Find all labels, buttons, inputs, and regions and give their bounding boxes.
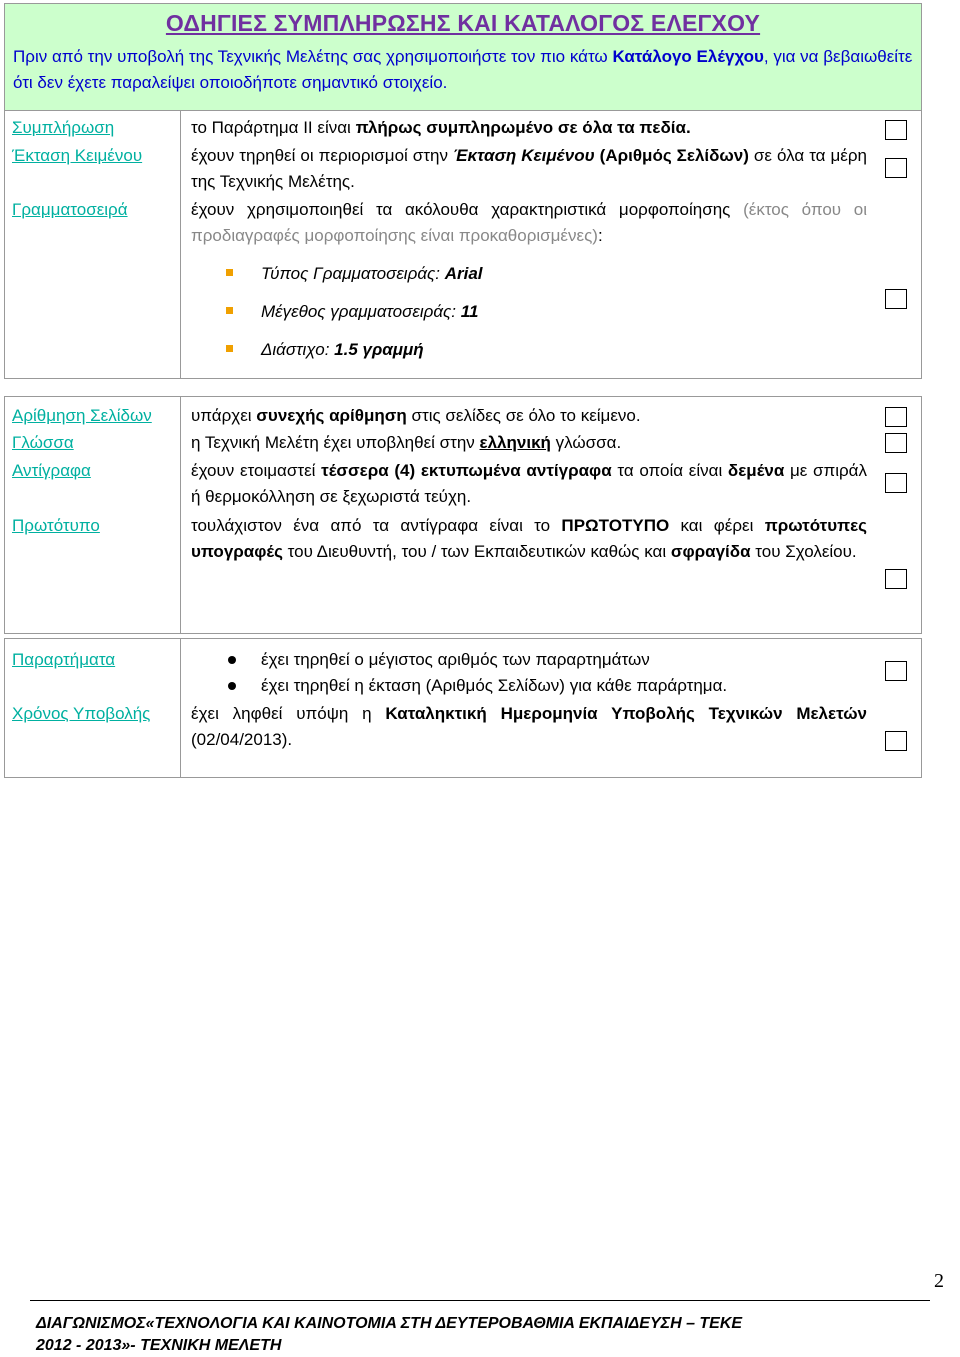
text-font-end: :	[597, 226, 603, 245]
label-completion: Συμπλήρωση	[12, 118, 115, 137]
text-original-part4: του Σχολείου.	[750, 542, 857, 561]
text-copies	[191, 458, 867, 510]
text-original-part1: τουλάχιστον ένα από τα αντίγραφα είναι το	[191, 516, 562, 535]
label-appendices: Παραρτήματα	[12, 650, 116, 669]
text-numbering-part1: υπάρχει	[191, 406, 257, 425]
intro-text	[13, 44, 919, 96]
font-item-spacing	[261, 337, 424, 363]
checkbox-completion[interactable]	[885, 120, 907, 140]
text-completion-part1: το Παράρτημα ΙΙ είναι	[191, 118, 356, 137]
column-divider	[180, 639, 181, 777]
label-extent: Έκταση Κειμένου	[12, 146, 143, 165]
text-completion	[191, 115, 867, 141]
text-extent-italic: Έκταση Κειμένου	[452, 146, 595, 165]
checkbox-appendices[interactable]	[885, 661, 907, 681]
font-item-size	[261, 299, 478, 325]
text-completion-bold: πλήρως συμπληρωμένο σε όλα τα πεδία.	[355, 118, 691, 137]
square-bullet-icon	[226, 345, 233, 352]
instructions-header	[4, 3, 922, 111]
text-font-gray: (έκτος όπου οι προδιαγραφές μορφοποίησης είναι προκαθορισμένες)	[191, 200, 868, 245]
appendices-item: έχει τηρηθεί ο μέγιστος αριθμός των παραρτημάτων	[261, 650, 650, 669]
text-deadline	[191, 701, 867, 753]
appendices-item: έχει τηρηθεί η έκταση (Αριθμός Σελίδων) για κάθε παράρτημα.	[261, 676, 728, 695]
text-numbering-bold: συνεχής αρίθμηση	[256, 406, 407, 425]
checkbox-extent[interactable]	[885, 158, 907, 178]
text-font	[191, 197, 867, 249]
footer	[36, 1313, 916, 1357]
font-item-spacing-label: Διάστιχο:	[261, 340, 335, 359]
text-copies-part2: τα οποία είναι	[611, 461, 728, 480]
text-extent	[191, 143, 867, 195]
text-numbering-part2: στις σελίδες σε όλο το κείμενο.	[406, 406, 641, 425]
text-deadline-part1: έχει ληφθεί υπόψη η	[191, 704, 386, 723]
text-language-bold: ελληνική	[479, 433, 551, 452]
footer-line2: 2012 - 2013»- ΤΕΧΝΙΚΗ ΜΕΛΕΤΗ	[36, 1337, 282, 1354]
checklist-block-appendices	[4, 638, 922, 778]
footer-line1: ΔΙΑΓΩΝΙΣΜΟΣ«ΤΕΧΝΟΛΟΓΙΑ ΚΑΙ ΚΑΙΝΟΤΟΜΙΑ ΣΤΗ ΔΕΥΤΕΡΟΒΑΘΜΙΑ ΕΚΠΑΙΔΕΥΣΗ – ΤΕΚΕ	[36, 1315, 743, 1332]
column-divider	[180, 397, 181, 633]
checkbox-numbering[interactable]	[885, 407, 907, 427]
text-copies-part3: με σπιράλ ή θερμοκόλληση σε ξεχωριστά τεύχη.	[191, 461, 868, 506]
text-copies-part1: έχουν ετοιμαστεί	[191, 461, 322, 480]
text-extent-part1: έχουν τηρηθεί οι περιορισμοί στην	[191, 146, 453, 165]
text-font-part1: έχουν χρησιμοποιηθεί τα ακόλουθα χαρακτηριστικά μορφοποίησης	[191, 200, 744, 219]
checkbox-deadline[interactable]	[885, 731, 907, 751]
font-item-spacing-value: 1.5 γραμμή	[334, 340, 424, 359]
text-numbering	[191, 403, 867, 429]
checklist-block-formatting	[4, 111, 922, 379]
label-deadline: Χρόνος Υποβολής	[12, 704, 151, 723]
font-item-size-label: Μέγεθος γραμματοσειράς:	[261, 302, 461, 321]
text-language-part1: η Τεχνική Μελέτη έχει υποβληθεί στην	[191, 433, 480, 452]
font-item-size-value: 11	[460, 302, 479, 321]
text-original	[191, 513, 867, 565]
intro-text-part2: , για να βεβαιωθείτε ότι δεν έχετε παραλείψει οποιοδήποτε σημαντικό στοιχείο.	[13, 47, 913, 92]
text-language	[191, 430, 867, 456]
font-item-type	[261, 261, 483, 287]
text-original-part3: του Διευθυντή, του / των Εκπαιδευτικών καθώς και	[282, 542, 671, 561]
text-original-bold1: ΠΡΩΤΟΤΥΠΟ	[561, 516, 670, 535]
square-bullet-icon	[226, 269, 233, 276]
column-divider	[180, 111, 181, 378]
label-numbering: Αρίθμηση Σελίδων	[12, 406, 152, 425]
text-original-bold2: πρωτότυπες υπογραφές	[191, 516, 868, 561]
text-extent-bold: (Αριθμός Σελίδων)	[594, 146, 749, 165]
text-deadline-bold: Καταληκτική Ημερομηνία Υποβολής Τεχνικών Μελετών	[385, 704, 868, 723]
label-font: Γραμματοσειρά	[12, 200, 128, 219]
text-original-bold3: σφραγίδα	[670, 542, 751, 561]
footer-divider	[30, 1300, 930, 1301]
bullet-dot-icon	[228, 682, 236, 690]
page-number: 2	[934, 1270, 944, 1292]
checkbox-original[interactable]	[885, 569, 907, 589]
intro-text-part1: Πριν από την υποβολή της Τεχνικής Μελέτης σας χρησιμοποιήστε τον πιο κάτω	[13, 47, 613, 66]
square-bullet-icon	[226, 307, 233, 314]
font-item-type-label: Τύπος Γραμματοσειράς:	[261, 264, 445, 283]
checklist-block-submission	[4, 396, 922, 634]
checkbox-copies[interactable]	[885, 473, 907, 493]
text-deadline-part2: (02/04/2013).	[191, 730, 293, 749]
text-original-part2: και φέρει	[669, 516, 765, 535]
checkbox-font[interactable]	[885, 289, 907, 309]
intro-text-bold: Κατάλογο Ελέγχου	[612, 47, 764, 66]
label-copies: Αντίγραφα	[12, 461, 91, 480]
font-item-type-value: Arial	[444, 264, 483, 283]
checkbox-language[interactable]	[885, 433, 907, 453]
text-copies-bold1: τέσσερα (4) εκτυπωμένα αντίγραφα	[321, 461, 612, 480]
page-title: ΟΔΗΓΙΕΣ ΣΥΜΠΛΗΡΩΣΗΣ ΚΑΙ ΚΑΤΑΛΟΓΟΣ ΕΛΕΓΧΟΥ	[165, 10, 761, 36]
bullet-dot-icon	[228, 656, 236, 664]
text-language-part2: γλώσσα.	[550, 433, 622, 452]
text-extent-part2: σε όλα τα μέρη της Τεχνικής Μελέτης.	[191, 146, 867, 191]
label-original: Πρωτότυπο	[12, 516, 100, 535]
text-copies-bold2: δεμένα	[727, 461, 785, 480]
label-language: Γλώσσα	[12, 433, 74, 452]
